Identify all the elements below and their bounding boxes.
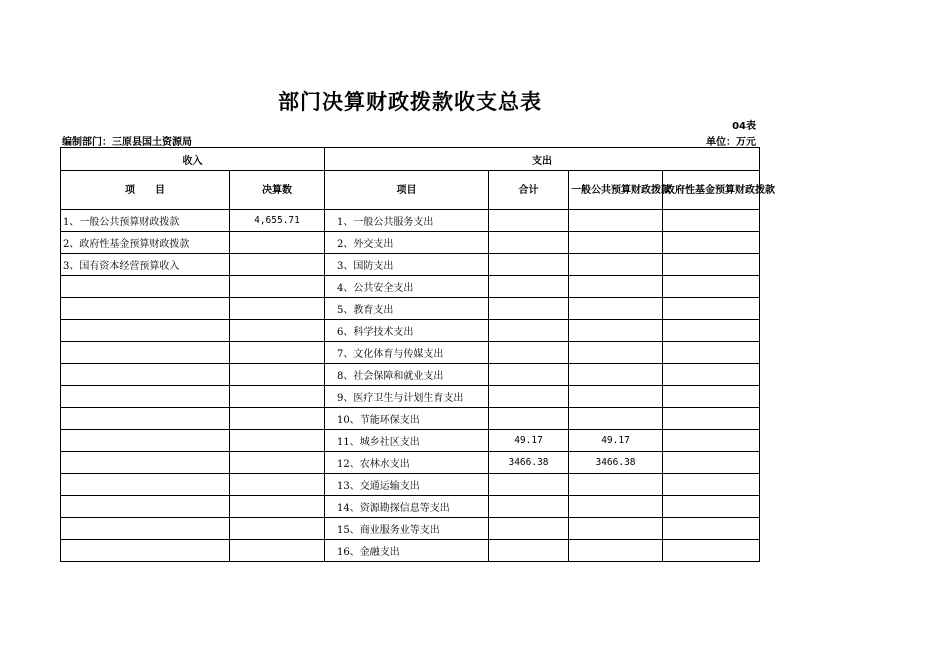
col-total: 合计 [489, 171, 569, 210]
income-item-cell: 2、政府性基金预算财政拨款 [61, 232, 230, 254]
col-fund-budget: 政府性基金预算财政拨款 [663, 171, 760, 210]
income-amount-cell [230, 342, 325, 364]
income-item-cell [61, 342, 230, 364]
fund-budget-cell [663, 210, 760, 232]
expense-item-cell: 12、农林水支出 [325, 452, 489, 474]
general-budget-cell [569, 276, 663, 298]
department-label: 编制部门：三原县国土资源局 [62, 137, 192, 148]
table-row [61, 496, 760, 518]
income-amount-cell [230, 452, 325, 474]
income-amount-cell [230, 430, 325, 452]
general-budget-cell [569, 254, 663, 276]
fund-budget-cell [663, 386, 760, 408]
fund-budget-cell [663, 276, 760, 298]
table-row [61, 320, 760, 342]
table-row [61, 540, 760, 562]
income-item-cell [61, 430, 230, 452]
expense-item-cell: 8、社会保障和就业支出 [325, 364, 489, 386]
total-cell [489, 320, 569, 342]
general-budget-cell: 3466.38 [569, 452, 663, 474]
total-cell [489, 276, 569, 298]
income-amount-cell [230, 298, 325, 320]
income-amount-cell [230, 496, 325, 518]
expense-item-cell: 15、商业服务业等支出 [325, 518, 489, 540]
total-cell [489, 210, 569, 232]
table-row [61, 342, 760, 364]
expense-item-cell: 4、公共安全支出 [325, 276, 489, 298]
general-budget-cell [569, 232, 663, 254]
total-cell [489, 298, 569, 320]
general-budget-cell [569, 210, 663, 232]
table-row [61, 408, 760, 430]
total-cell [489, 496, 569, 518]
total-cell: 3466.38 [489, 452, 569, 474]
col-final-amount: 决算数 [230, 171, 325, 210]
income-item-cell [61, 364, 230, 386]
header-row-group [61, 148, 760, 171]
col-income-item: 项 目 [61, 171, 230, 210]
table-row [61, 474, 760, 496]
total-cell [489, 254, 569, 276]
col-expense-item: 项目 [325, 171, 489, 210]
general-budget-cell [569, 496, 663, 518]
expense-item-cell: 1、一般公共服务支出 [325, 210, 489, 232]
general-budget-cell [569, 298, 663, 320]
income-amount-cell [230, 364, 325, 386]
table-body [61, 210, 760, 562]
total-cell [489, 386, 569, 408]
general-budget-cell [569, 386, 663, 408]
income-item-cell [61, 452, 230, 474]
table-row [61, 386, 760, 408]
fund-budget-cell [663, 474, 760, 496]
income-item-cell [61, 298, 230, 320]
income-item-cell [61, 386, 230, 408]
expense-item-cell: 9、医疗卫生与计划生育支出 [325, 386, 489, 408]
fund-budget-cell [663, 540, 760, 562]
fund-budget-cell [663, 254, 760, 276]
income-item-cell [61, 518, 230, 540]
income-amount-cell [230, 386, 325, 408]
fund-budget-cell [663, 408, 760, 430]
total-cell: 49.17 [489, 430, 569, 452]
unit-label: 单位：万元 [706, 137, 756, 148]
expense-item-cell: 11、城乡社区支出 [325, 430, 489, 452]
expense-item-cell: 2、外交支出 [325, 232, 489, 254]
fund-budget-cell [663, 298, 760, 320]
fund-budget-cell [663, 232, 760, 254]
budget-table [60, 147, 775, 562]
general-budget-cell [569, 540, 663, 562]
income-item-cell [61, 408, 230, 430]
fund-budget-cell [663, 518, 760, 540]
col-general-budget: 一般公共预算财政拨款 [569, 171, 663, 210]
fund-budget-cell [663, 452, 760, 474]
total-cell [489, 540, 569, 562]
fund-budget-cell [663, 430, 760, 452]
income-amount-cell [230, 408, 325, 430]
table-row [61, 254, 760, 276]
header-row-columns [61, 171, 760, 210]
income-amount-cell [230, 232, 325, 254]
total-cell [489, 364, 569, 386]
table-row [61, 364, 760, 386]
income-header: 收入 [61, 148, 325, 171]
income-amount-cell [230, 540, 325, 562]
general-budget-cell [569, 342, 663, 364]
total-cell [489, 342, 569, 364]
general-budget-cell [569, 408, 663, 430]
table-number: 04表 [732, 121, 756, 132]
fund-budget-cell [663, 320, 760, 342]
expense-item-cell: 3、国防支出 [325, 254, 489, 276]
income-item-cell [61, 276, 230, 298]
income-item-cell [61, 496, 230, 518]
fund-budget-cell [663, 496, 760, 518]
income-item-cell: 1、一般公共预算财政拨款 [61, 210, 230, 232]
expense-item-cell: 7、文化体育与传媒支出 [325, 342, 489, 364]
fund-budget-cell [663, 364, 760, 386]
total-cell [489, 474, 569, 496]
total-cell [489, 232, 569, 254]
income-amount-cell: 4,655.71 [230, 210, 325, 232]
table-row [61, 430, 760, 452]
general-budget-cell [569, 364, 663, 386]
income-item-cell [61, 540, 230, 562]
expense-item-cell: 13、交通运输支出 [325, 474, 489, 496]
income-amount-cell [230, 254, 325, 276]
income-amount-cell [230, 276, 325, 298]
expense-item-cell: 10、节能环保支出 [325, 408, 489, 430]
income-amount-cell [230, 518, 325, 540]
table-row [61, 276, 760, 298]
fund-budget-cell [663, 342, 760, 364]
expense-item-cell: 5、教育支出 [325, 298, 489, 320]
expense-item-cell: 6、科学技术支出 [325, 320, 489, 342]
table-row [61, 518, 760, 540]
income-amount-cell [230, 320, 325, 342]
table-row [61, 232, 760, 254]
general-budget-cell: 49.17 [569, 430, 663, 452]
expense-header: 支出 [325, 148, 760, 171]
income-item-cell [61, 320, 230, 342]
total-cell [489, 408, 569, 430]
total-cell [489, 518, 569, 540]
general-budget-cell [569, 320, 663, 342]
income-item-cell [61, 474, 230, 496]
expense-item-cell: 16、金融支出 [325, 540, 489, 562]
income-amount-cell [230, 474, 325, 496]
expense-item-cell: 14、资源勘探信息等支出 [325, 496, 489, 518]
income-item-cell: 3、国有资本经营预算收入 [61, 254, 230, 276]
general-budget-cell [569, 474, 663, 496]
general-budget-cell [569, 518, 663, 540]
table-row [61, 298, 760, 320]
table-row [61, 452, 760, 474]
table-row [61, 210, 760, 232]
page-title: 部门决算财政拨款收支总表 [278, 89, 542, 114]
